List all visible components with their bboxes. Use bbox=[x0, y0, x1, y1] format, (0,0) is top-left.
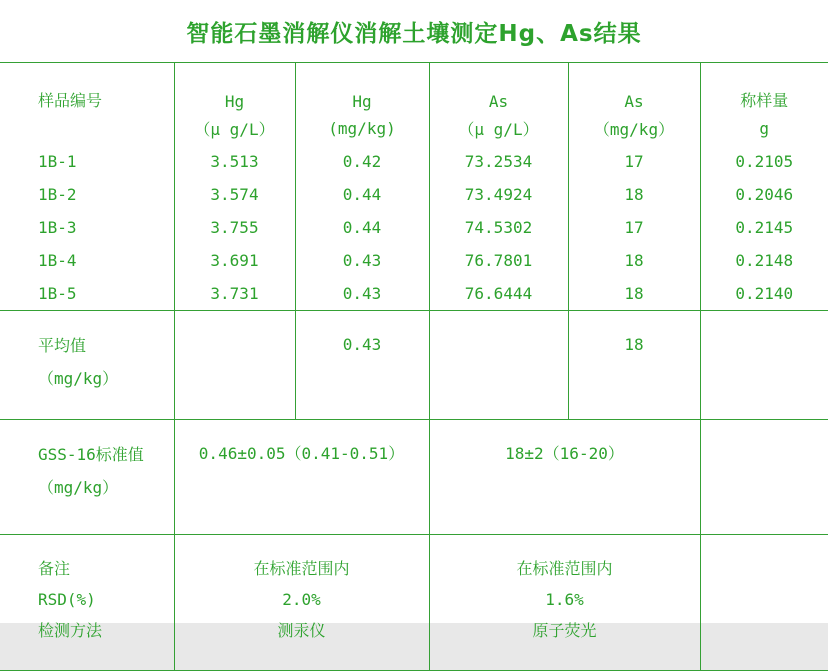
remark-label: 备注 bbox=[38, 559, 71, 578]
remark-hg-cell: 在标准范围内 bbox=[174, 535, 429, 585]
unit-as-mgkg: （mg/kg） bbox=[568, 112, 700, 145]
as-mgkg-cell: 18 bbox=[568, 277, 700, 311]
hg-ugl-cell: 3.513 bbox=[174, 145, 295, 178]
average-section bbox=[0, 311, 828, 420]
column-header-sample-id: 样品编号 bbox=[38, 91, 103, 110]
standard-label: GSS-16标准值 bbox=[38, 445, 144, 464]
header-row-element bbox=[0, 63, 828, 113]
unit-sample-id bbox=[0, 112, 174, 145]
table-row bbox=[0, 178, 828, 211]
unit-hg-ugl: （μ g/L） bbox=[174, 112, 295, 145]
sample-id-cell: 1B-1 bbox=[38, 152, 77, 171]
mass-cell: 0.2148 bbox=[700, 244, 828, 277]
table-row bbox=[0, 145, 828, 178]
mass-cell: 0.2105 bbox=[700, 145, 828, 178]
as-ugl-cell: 73.4924 bbox=[429, 178, 568, 211]
sample-id-cell: 1B-3 bbox=[38, 218, 77, 237]
as-ugl-cell: 76.6444 bbox=[429, 277, 568, 311]
method-label: 检测方法 bbox=[38, 621, 103, 640]
standard-hg-cell: 0.46±0.05（0.41-0.51） bbox=[174, 420, 429, 535]
average-as-mgkg-cell: 18 bbox=[568, 311, 700, 420]
average-label-cell bbox=[0, 311, 174, 420]
column-header-as-mgkg: As bbox=[568, 63, 700, 113]
average-hg-ugl-cell bbox=[174, 311, 295, 420]
as-ugl-cell: 74.5302 bbox=[429, 211, 568, 244]
hg-mgkg-cell: 0.44 bbox=[295, 211, 429, 244]
standard-as-cell: 18±2（16-20） bbox=[429, 420, 700, 535]
sample-id-cell: 1B-4 bbox=[38, 251, 77, 270]
hg-ugl-cell: 3.755 bbox=[174, 211, 295, 244]
samples-section bbox=[0, 63, 828, 311]
remark-as-cell: 在标准范围内 bbox=[429, 535, 700, 585]
table-row bbox=[0, 211, 828, 244]
average-as-ugl-cell bbox=[429, 311, 568, 420]
average-hg-mgkg-cell: 0.43 bbox=[295, 311, 429, 420]
method-hg-cell: 测汞仪 bbox=[174, 614, 429, 671]
as-mgkg-cell: 18 bbox=[568, 178, 700, 211]
standard-section bbox=[0, 420, 828, 535]
average-label: 平均值 bbox=[38, 336, 87, 355]
rsd-hg-cell: 2.0% bbox=[174, 584, 429, 614]
hg-ugl-cell: 3.691 bbox=[174, 244, 295, 277]
hg-ugl-cell: 3.574 bbox=[174, 178, 295, 211]
column-header-hg-mgkg: Hg bbox=[295, 63, 429, 113]
as-ugl-cell: 76.7801 bbox=[429, 244, 568, 277]
as-mgkg-cell: 18 bbox=[568, 244, 700, 277]
table-row bbox=[0, 244, 828, 277]
results-table bbox=[0, 62, 828, 671]
hg-mgkg-cell: 0.43 bbox=[295, 244, 429, 277]
remark-row bbox=[0, 535, 828, 585]
mass-cell: 0.2145 bbox=[700, 211, 828, 244]
standard-unit: （mg/kg） bbox=[38, 478, 119, 497]
standard-label-cell bbox=[0, 420, 174, 535]
standard-row bbox=[0, 420, 828, 535]
header-row-unit bbox=[0, 112, 828, 145]
hg-ugl-cell: 3.731 bbox=[174, 277, 295, 311]
column-header-mass: 称样量 bbox=[700, 63, 828, 113]
rsd-label: RSD(%) bbox=[38, 589, 96, 609]
column-header-hg-ugl: Hg bbox=[174, 63, 295, 113]
page-title: 智能石墨消解仪消解土壤测定Hg、As结果 bbox=[186, 20, 642, 47]
table-row bbox=[0, 277, 828, 311]
standard-mass-cell bbox=[700, 420, 828, 535]
average-row bbox=[0, 311, 828, 420]
average-mass-cell bbox=[700, 311, 828, 420]
sample-id-cell: 1B-2 bbox=[38, 185, 77, 204]
column-header-as-ugl: As bbox=[429, 63, 568, 113]
footer-mass-cell bbox=[700, 535, 828, 671]
as-mgkg-cell: 17 bbox=[568, 145, 700, 178]
as-ugl-cell: 73.2534 bbox=[429, 145, 568, 178]
unit-as-ugl: （μ g/L） bbox=[429, 112, 568, 145]
mass-cell: 0.2140 bbox=[700, 277, 828, 311]
average-unit: （mg/kg） bbox=[38, 369, 119, 388]
as-mgkg-cell: 17 bbox=[568, 211, 700, 244]
hg-mgkg-cell: 0.43 bbox=[295, 277, 429, 311]
footer-section bbox=[0, 535, 828, 671]
unit-hg-mgkg: (mg/kg) bbox=[295, 112, 429, 145]
mass-cell: 0.2046 bbox=[700, 178, 828, 211]
sample-id-cell: 1B-5 bbox=[38, 284, 77, 303]
unit-mass: g bbox=[700, 112, 828, 145]
hg-mgkg-cell: 0.44 bbox=[295, 178, 429, 211]
rsd-as-cell: 1.6% bbox=[429, 584, 700, 614]
method-as-cell: 原子荧光 bbox=[429, 614, 700, 671]
hg-mgkg-cell: 0.42 bbox=[295, 145, 429, 178]
